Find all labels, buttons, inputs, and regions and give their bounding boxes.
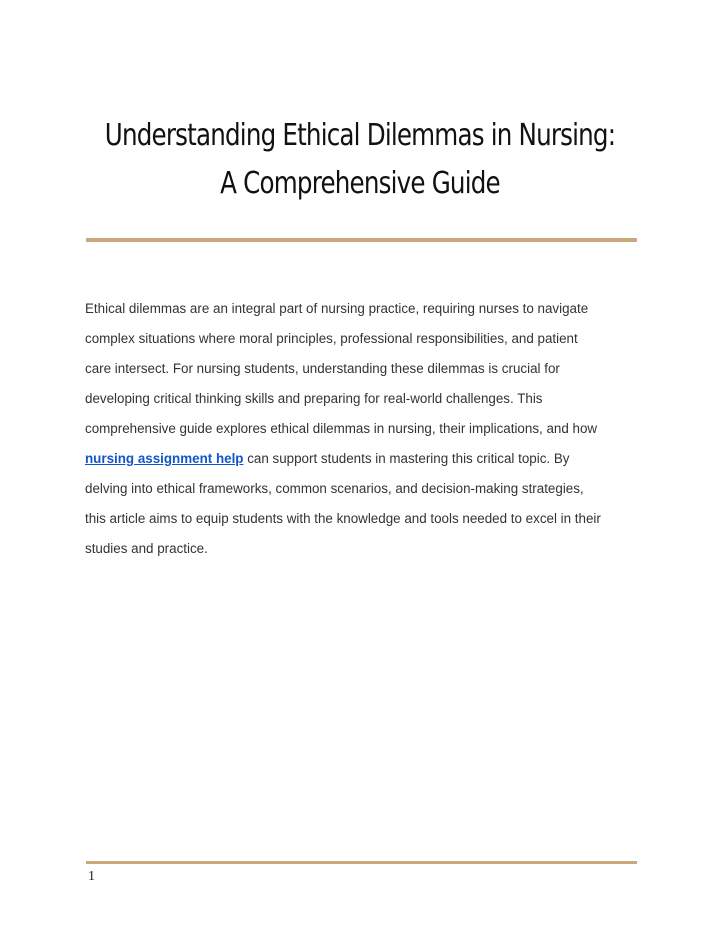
paragraph-line: Ethical dilemmas are an integral part of nursing practice, requiring nurses to navigate [85,301,589,316]
paragraph-line: care intersect. For nursing students, understanding these dilemmas is crucial for [85,361,560,376]
title-line-2: A Comprehensive Guide [220,166,500,201]
title-line-1: Understanding Ethical Dilemmas in Nursing: [104,118,616,153]
paragraph-line-with-link [85,444,645,474]
page-number: 1 [88,869,95,884]
paragraph-line: developing critical thinking skills and preparing for real-world challenges. This [85,391,543,406]
paragraph-line: this article aims to equip students with the knowledge and tools needed to excel in their [85,511,601,526]
footer-divider [86,861,637,864]
intro-paragraph [85,294,645,564]
paragraph-line: comprehensive guide explores ethical dilemmas in nursing, their implications, and how [85,421,598,436]
nursing-assignment-help-link[interactable]: nursing assignment help [85,451,244,466]
paragraph-line: studies and practice. [85,541,208,556]
title-divider [86,238,637,242]
paragraph-line-rest: can support students in mastering this critical topic. By [243,451,570,466]
paragraph-line: delving into ethical frameworks, common scenarios, and decision-making strategies, [85,481,584,496]
paragraph-line: complex situations where moral principles, professional responsibilities, and patient [85,331,578,346]
document-title [98,112,623,208]
